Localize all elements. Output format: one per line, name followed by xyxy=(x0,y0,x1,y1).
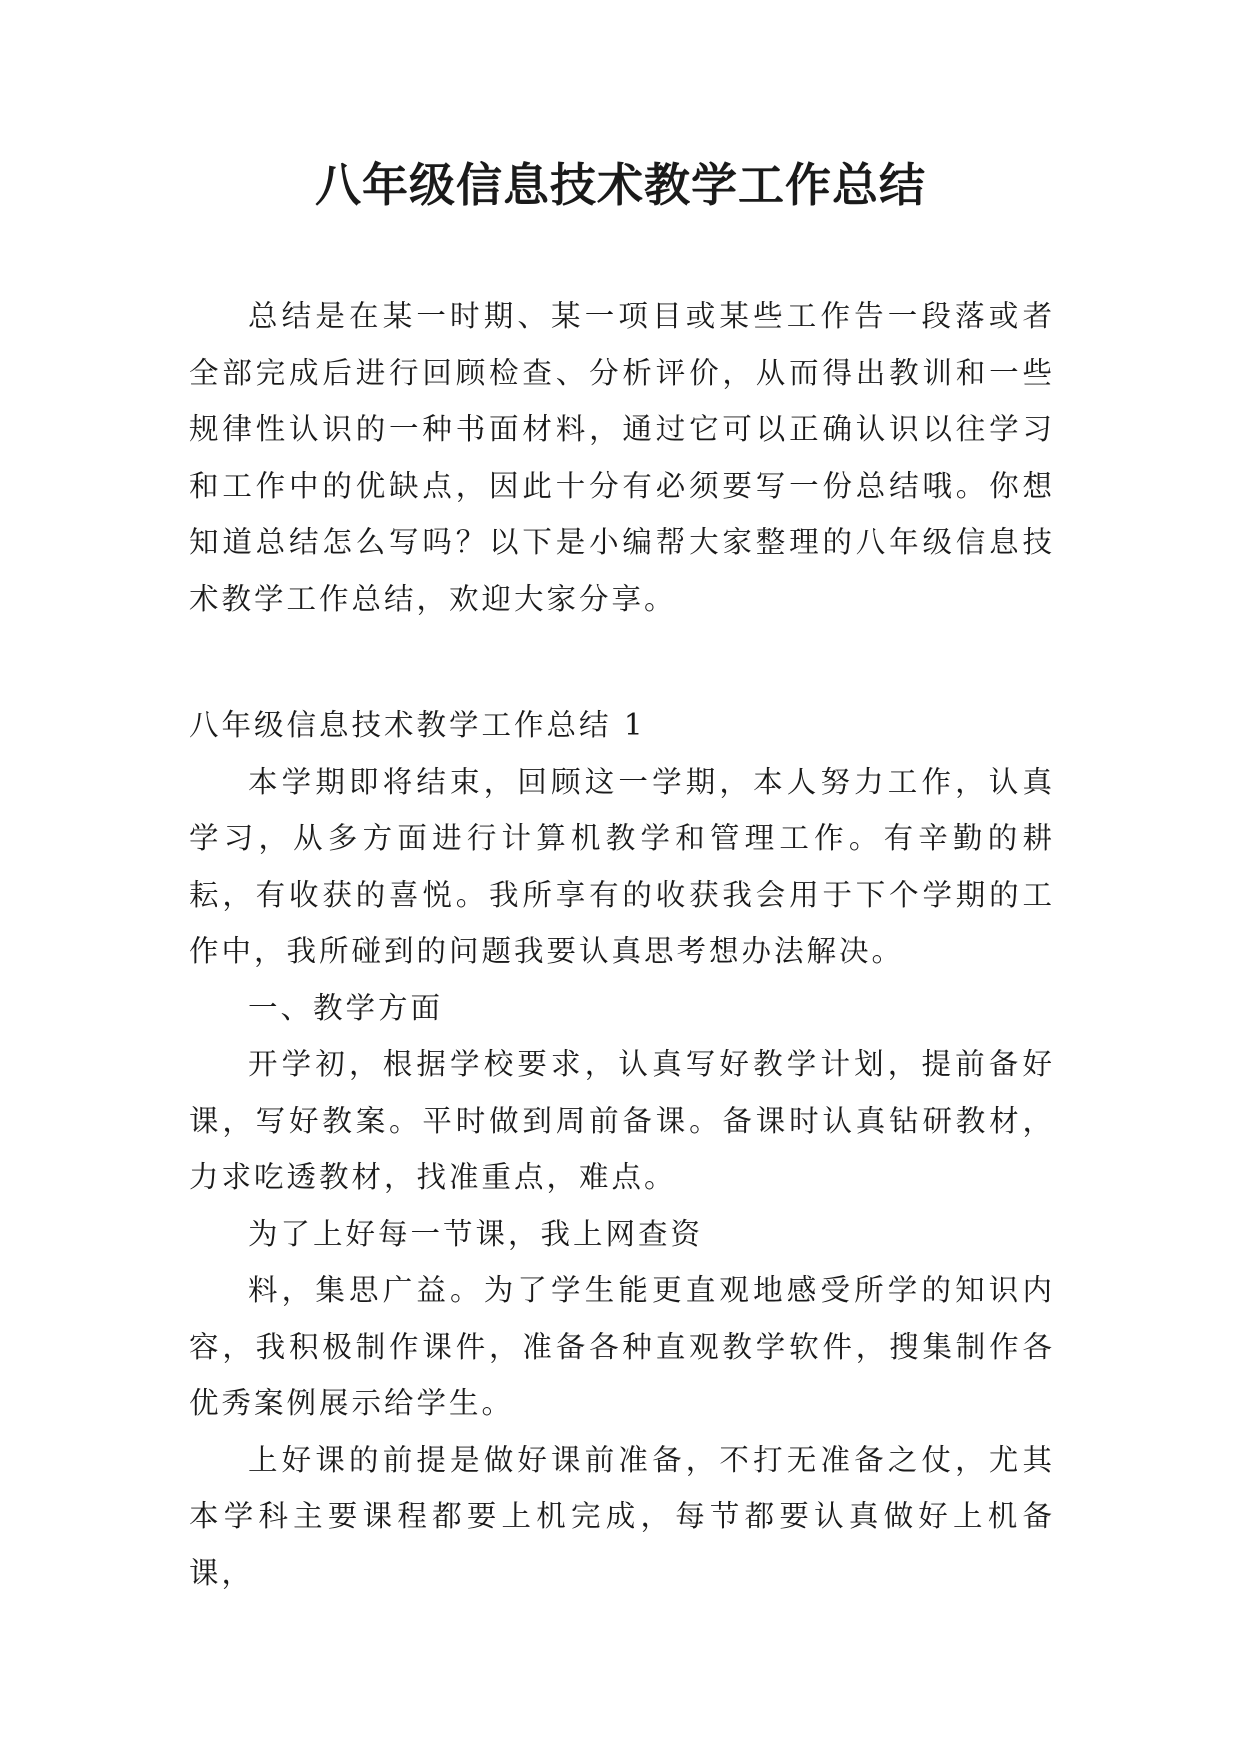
intro-block xyxy=(189,288,1055,627)
paragraph-1: 本学期即将结束，回顾这一学期，本人努力工作，认真学习，从多方面进行计算机教学和管理工作。有辛勤的耕耘，有收获的喜悦。我所享有的收获我会用于下个学期的工作中，我所碰到的问题我要认真思考想办法解决。 xyxy=(189,764,1055,968)
section-heading: 八年级信息技术教学工作总结 1 xyxy=(189,708,646,742)
section-1 xyxy=(189,697,1055,1601)
subheading-teaching: 一、教学方面 xyxy=(248,990,444,1025)
paragraph-2: 开学初，根据学校要求，认真写好教学计划，提前备好课，写好教案。平时做到周前备课。备课时认真钻研教材，力求吃透教材，找准重点，难点。 xyxy=(189,1047,1055,1194)
paragraph-3: 为了上好每一节课，我上网查资 xyxy=(248,1216,704,1251)
paragraph-4: 料，集思广益。为了学生能更直观地感受所学的知识内容，我积极制作课件，准备各种直观教学软件，搜集制作各优秀案例展示给学生。 xyxy=(189,1273,1055,1420)
paragraph-5: 上好课的前提是做好课前准备，不打无准备之仗，尤其本学科主要课程都要上机完成，每节都要认真做好上机备课， xyxy=(189,1442,1055,1590)
intro-paragraph: 总结是在某一时期、某一项目或某些工作告一段落或者全部完成后进行回顾检查、分析评价，从而得出教训和一些规律性认识的一种书面材料，通过它可以正确认识以往学习和工作中的优缺点，因此十分有必须要写一份总结哦。你想知道总结怎么写吗？以下是小编帮大家整理的八年级信息技术教学工作总结，欢迎大家分享。 xyxy=(189,299,1055,616)
document-title: 八年级信息技术教学工作总结 xyxy=(315,158,926,212)
